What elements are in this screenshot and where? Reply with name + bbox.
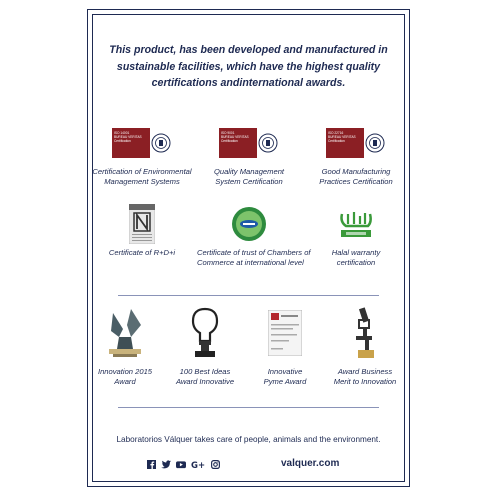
twitter-icon[interactable] xyxy=(161,459,171,469)
cert-label: Certificate of trust of Chambers of Commerce at international level xyxy=(197,248,311,267)
certificate-frame xyxy=(87,9,410,487)
svg-text:G+: G+ xyxy=(191,460,205,469)
abstract-trophy-icon xyxy=(350,306,380,360)
cert-environmental xyxy=(90,122,194,186)
headline-line-1: This product, has been developed and manufactured in xyxy=(109,44,388,56)
certifications-row xyxy=(88,122,409,212)
bureau-veritas-icon: ISO 22716 BUREAU VERITAS Certification xyxy=(326,128,386,158)
halal-icon xyxy=(338,208,374,240)
award-business-merit xyxy=(324,302,406,386)
award-label: Innovative Pyme Award xyxy=(263,367,307,386)
award-100-best-ideas xyxy=(164,302,246,386)
cert-label: Certificate of R+D+i xyxy=(108,248,176,257)
bureau-veritas-icon: ISO 14001 BUREAU VERITAS Certification xyxy=(112,128,172,158)
cert-label: Good Manufacturing Practices Certification xyxy=(319,167,393,186)
award-innovation-2015 xyxy=(84,302,166,386)
aenor-icon xyxy=(129,204,155,244)
awards-row xyxy=(88,302,409,392)
headline-line-2: sustainable facilities, which have the highest quality xyxy=(116,60,381,73)
certifications-row xyxy=(88,203,409,293)
youtube-icon[interactable] xyxy=(176,459,186,469)
award-label: 100 Best Ideas Award Innovative xyxy=(175,367,235,386)
award-diploma-icon xyxy=(268,310,302,356)
social-links xyxy=(146,459,220,469)
bureau-veritas-icon: ISO 9001 BUREAU VERITAS Certification xyxy=(219,128,279,158)
googleplus-icon[interactable] xyxy=(191,459,205,469)
cert-chambers xyxy=(197,203,311,267)
cert-label: Certification of Environmental Management Systems xyxy=(92,167,192,186)
trophy-statue-icon xyxy=(101,307,149,359)
headline-line-3: certifications andinternational awards. xyxy=(151,77,346,89)
divider xyxy=(118,295,379,296)
cert-label: Halal warranty certification xyxy=(331,248,381,267)
instagram-icon[interactable] xyxy=(210,459,220,469)
chambers-seal-icon xyxy=(231,206,267,242)
website-link[interactable]: valquer.com xyxy=(281,458,340,469)
headline xyxy=(98,42,399,92)
facebook-icon[interactable] xyxy=(146,459,156,469)
cert-rdi xyxy=(90,203,194,258)
cert-gmp xyxy=(304,122,408,186)
cert-halal xyxy=(304,203,408,267)
award-innovative-pyme xyxy=(244,302,326,386)
cert-label: Quality Management System Certification xyxy=(213,167,285,186)
company-statement: Laboratorios Válquer takes care of people, animals and the environment. xyxy=(116,435,381,444)
award-label: Award Business Merit to Innovation xyxy=(333,367,397,386)
lightbulb-trophy-icon xyxy=(190,307,220,359)
divider xyxy=(118,407,379,408)
cert-quality xyxy=(197,122,301,186)
award-label: Innovation 2015 Award xyxy=(97,367,153,386)
